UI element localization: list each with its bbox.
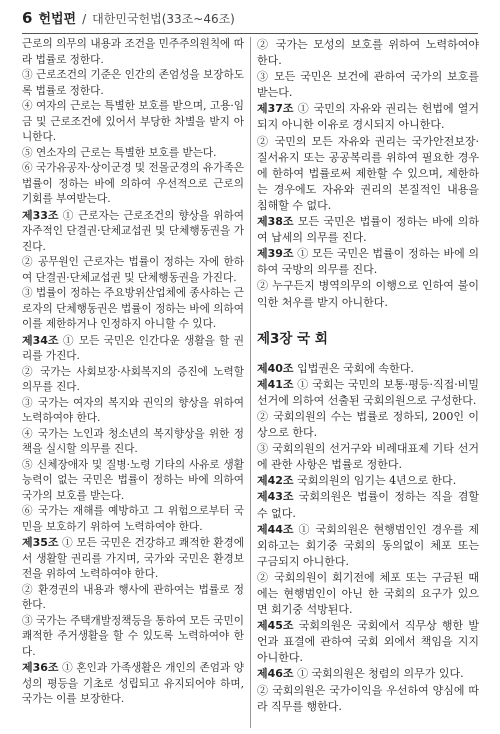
article-number: 제44조 <box>257 522 294 536</box>
clause-paragraph <box>22 37 244 68</box>
clause-text: ① 국민의 자유와 권리는 헌법에 열거되지 아니한 이유로 경시되지 아니한다. <box>257 102 479 132</box>
clause-paragraph <box>22 365 244 396</box>
page-number: 6 <box>22 9 33 27</box>
clause-text: ② 국가는 모성의 보호를 위하여 노력하여야 한다. <box>257 38 479 68</box>
clause-text: ① 모든 국민은 건강하고 쾌적한 환경에서 생활할 권리를 가지며, 국가와 국민은 환경보전을 위하여 노력하여야 한다. <box>22 537 244 580</box>
section-subtitle: 대한민국헌법(33조~46조) <box>92 12 235 26</box>
article-number: 제35조 <box>22 536 59 549</box>
clause-paragraph <box>257 377 479 409</box>
right-column <box>257 37 479 715</box>
clause-paragraph <box>22 614 244 661</box>
clause-paragraph <box>257 618 479 666</box>
clause-paragraph <box>22 504 244 535</box>
clause-paragraph <box>22 99 244 146</box>
clause-paragraph <box>22 427 244 458</box>
clause-text: ④ 여자의 근로는 특별한 보호를 받으며, 고용·임금 및 근로조건에 있어서 부당한 차별을 받지 아니한다. <box>22 100 244 143</box>
clause-paragraph <box>22 68 244 99</box>
clause-text: 입법권은 국회에 속한다. <box>297 361 414 375</box>
clause-text: ③ 법률이 정하는 주요방위산업체에 종사하는 근로자의 단체행동권은 법률이 정하는 바에 의하여 이를 제한하거나 인정하지 아니할 수 있다. <box>22 287 244 330</box>
clause-text: ⑤ 연소자의 근로는 특별한 보호를 받는다. <box>22 146 217 159</box>
clause-text: ② 국가는 사회보장·사회복지의 증진에 노력할 의무를 진다. <box>22 365 244 393</box>
column-divider <box>250 37 251 728</box>
clause-paragraph <box>257 101 479 133</box>
clause-text: 국회의원은 국회에서 직무상 행한 발언과 표결에 관하여 국회 외에서 책임을 지지 아니한다. <box>257 619 479 665</box>
clause-text: ② 국회의원이 회기전에 체포 또는 구금된 때에는 현행범인이 아닌 한 국회의 요구가 있으면 회기중 석방된다. <box>257 570 479 617</box>
page-header <box>22 8 478 30</box>
clause-text: ③ 근로조건의 기준은 인간의 존엄성을 보장하도록 법률로 정한다. <box>22 69 244 97</box>
clause-text: ② 공무원인 근로자는 법률이 정하는 자에 한하여 단결권·단체교섭권 및 단체행동권을 가진다. <box>22 256 244 284</box>
clause-paragraph <box>257 69 479 101</box>
clause-paragraph <box>257 134 479 214</box>
clause-text: ② 국회의원의 수는 법률로 정하되, 200인 이상으로 한다. <box>257 409 479 440</box>
article-number: 제37조 <box>257 102 294 116</box>
article-number: 제42조 <box>257 474 294 488</box>
clause-text: 근로의 의무의 내용과 조건을 민주주의원칙에 따라 법률로 정한다. <box>22 38 244 66</box>
article-number: 제38조 <box>257 215 294 229</box>
clause-text: ② 환경권의 내용과 행사에 관하여는 법률로 정한다. <box>22 583 244 611</box>
left-column <box>22 37 244 708</box>
clause-paragraph <box>22 458 244 505</box>
clause-paragraph <box>257 246 479 278</box>
clause-paragraph <box>257 473 479 489</box>
clause-text: ④ 국가는 노인과 청소년의 복지향상을 위한 정책을 실시할 의무를 진다. <box>22 427 244 455</box>
article-number: 제39조 <box>257 247 294 261</box>
clause-paragraph <box>22 208 244 256</box>
clause-paragraph <box>22 583 244 614</box>
article-number: 제46조 <box>257 667 294 681</box>
article-number: 제36조 <box>22 661 59 674</box>
article-number: 제34조 <box>22 333 59 347</box>
clause-text: ③ 모든 국민은 보건에 관하여 국가의 보호를 받는다. <box>257 70 479 100</box>
article-number: 제41조 <box>257 377 294 391</box>
clause-paragraph <box>257 489 479 521</box>
clause-text: ① 모든 국민은 법률이 정하는 바에 의하여 국방의 의무를 진다. <box>257 247 480 277</box>
clause-paragraph <box>257 214 479 246</box>
clause-text: ① 국회는 국민의 보통·평등·직접·비밀선거에 의하여 선출된 국회의원으로 구성한다. <box>257 377 479 407</box>
clause-text: ① 국회의원은 현행범인인 경우를 제외하고는 회기중 국회의 동의없이 체포 또는 구금되지 아니한다. <box>257 522 480 568</box>
clause-text: ② 국회의원은 국가이익을 우선하여 양심에 따라 직무를 행한다. <box>257 683 479 713</box>
clause-paragraph <box>257 278 479 310</box>
clause-paragraph <box>22 161 244 208</box>
clause-paragraph <box>257 37 479 69</box>
clause-text: ③ 국회의원의 선거구와 비례대표제 기타 선거에 관한 사항은 법률로 정한다. <box>257 442 479 472</box>
clause-text: ① 혼인과 가족생활은 개인의 존엄과 양성의 평등을 기초로 성립되고 유지되어야 하며, 국가는 이를 보장한다. <box>22 662 244 705</box>
clause-text: ⑥ 국가유공자·상이군경 및 전몰군경의 유가족은 법률이 정하는 바에 의하여 우선적으로 근로의 기회를 부여받는다. <box>22 162 244 205</box>
article-number: 제45조 <box>257 619 294 633</box>
clause-paragraph <box>22 286 244 333</box>
article-number: 제40조 <box>257 361 294 375</box>
clause-text: ⑤ 신체장애자 및 질병·노령 기타의 사유로 생활능력이 없는 국민은 법률이 정하는 바에 의하여 국가의 보호를 받는다. <box>22 458 244 502</box>
clause-paragraph <box>257 683 479 715</box>
clause-paragraph <box>22 333 244 365</box>
clause-text: ② 누구든지 병역의무의 이행으로 인하여 불이익한 처우를 받지 아니한다. <box>257 279 479 309</box>
clause-paragraph <box>257 666 479 682</box>
clause-text: ① 모든 국민은 인간다운 생활을 할 권리를 가진다. <box>22 334 244 362</box>
article-number: 제43조 <box>257 490 294 504</box>
clause-text: ② 국민의 모든 자유와 권리는 국가안전보장·질서유지 또는 공공복리를 위하여 필요한 경우에 한하여 법률로써 제한할 수 있으며, 제한하는 경우에도 자유와 권리의 본질적인 내용을 침해할 수 없다. <box>257 134 479 212</box>
clause-paragraph <box>257 441 479 473</box>
clause-text: ⑥ 국가는 재해를 예방하고 그 위험으로부터 국민을 보호하기 위하여 노력하여야 한다. <box>22 505 244 533</box>
section-title: 헌법편 <box>38 12 77 27</box>
clause-paragraph <box>22 535 244 583</box>
clause-paragraph <box>257 409 479 441</box>
clause-text: ③ 국가는 여자의 복지와 권익의 향상을 위하여 노력하여야 한다. <box>22 396 244 424</box>
clause-text: 모든 국민은 법률이 정하는 바에 의하여 납세의 의무를 진다. <box>257 215 479 245</box>
clause-paragraph <box>22 255 244 286</box>
chapter-heading: 제3장 국 회 <box>257 330 328 347</box>
clause-paragraph <box>257 522 479 570</box>
header-rule <box>22 33 478 34</box>
article-number: 제33조 <box>22 208 59 222</box>
clause-paragraph <box>22 146 244 162</box>
clause-text: ① 국회의원은 청렴의 의무가 있다. <box>297 667 464 681</box>
clause-text: 국회의원은 법률이 정하는 직을 겸할 수 없다. <box>257 490 479 520</box>
clause-text: ③ 국가는 주택개발정책등을 통하여 모든 국민이 쾌적한 주거생활을 할 수 있도록 노력하여야 한다. <box>22 614 244 658</box>
clause-text: ① 근로자는 근로조건의 향상을 위하여 자주적인 단결권·단체교섭권 및 단체행동권을 가진다. <box>22 209 244 253</box>
clause-text: 국회의원의 임기는 4년으로 한다. <box>297 474 457 488</box>
clause-paragraph <box>22 396 244 427</box>
clause-paragraph <box>257 570 479 618</box>
clause-paragraph <box>22 660 244 708</box>
header-separator: / <box>82 12 87 26</box>
clause-paragraph <box>257 361 479 377</box>
